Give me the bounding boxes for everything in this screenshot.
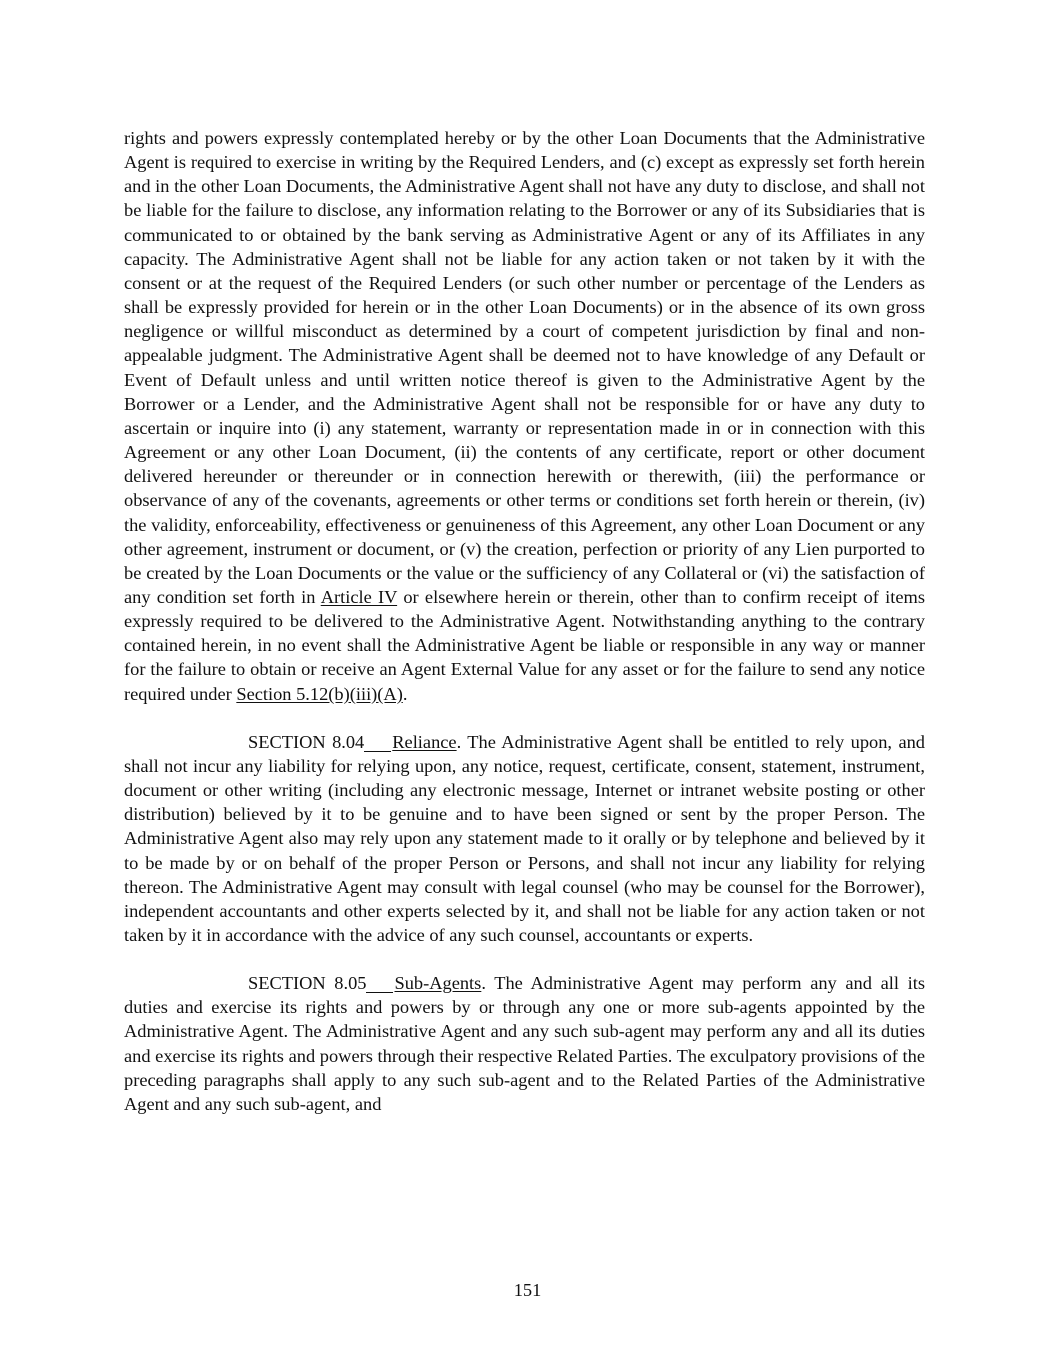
section-body: The Administrative Agent shall be entitled to rely upon, and shall not incur any liability for relying upon, any notice, request, certificate, consent, statement, instrument, document or other writing (including any electronic message, Internet or intranet website posting or other distribution) believed by it to be genuine and to have been signed or sent by the proper Person. The Administrative Agent also may rely upon any statement made to it orally or by telephone and believed by it to be made by or on behalf of the proper Person or Persons, and shall not incur any liability for relying thereon. The Administrative Agent may consult with legal counsel (who may be counsel for the Borrower), independent accountants and other experts selected by it, and shall not be liable for any action taken or not taken by it in accordance with the advice of any such counsel, accountants or experts.	[124, 731, 925, 945]
document-page	[124, 126, 925, 1116]
heading-period: .	[456, 731, 462, 752]
article-iv-reference: Article IV	[320, 586, 398, 607]
paragraph-text: .	[402, 683, 408, 704]
tab-leader	[364, 732, 391, 751]
section-number: SECTION 8.04	[248, 731, 365, 752]
paragraph-text: or elsewhere herein or therein, other than to confirm receipt of items expressly required to be delivered to the Administrative Agent. Notwithstanding anything to the contrary contained herein, in no event shall the Administrative Agent be liable or responsible in any way or manner for the failure to obtain or receive an Agent External Value for any asset or for the failure to send any notice required under	[124, 586, 925, 704]
section-8-04-paragraph	[124, 730, 925, 947]
tab-leader	[366, 974, 393, 993]
section-5-12-reference: Section 5.12(b)(iii)(A)	[236, 683, 403, 704]
section-8-05-paragraph	[124, 971, 925, 1116]
paragraph-text: rights and powers expressly contemplated hereby or by the other Loan Documents that the Administrative Agent is required to exercise in writing by the Required Lenders, and (c) except as expressly set forth herein and in the other Loan Documents, the Administrative Agent shall not have any duty to disclose, and shall not be liable for the failure to disclose, any information relating to the Borrower or any of its Subsidiaries that is communicated to or obtained by the bank serving as Administrative Agent or any of its Affiliates in any capacity. The Administrative Agent shall not be liable for any action taken or not taken by it with the consent or at the request of the Required Lenders (or such other number or percentage of the Lenders as shall be expressly provided for herein or in the other Loan Documents) or in the absence of its own gross negligence or willful misconduct as determined by a court of competent jurisdiction by final and non-appealable judgment. The Administrative Agent shall be deemed not to have knowledge of any Default or Event of Default unless and until written notice thereof is given to the Administrative Agent by the Borrower or a Lender, and the Administrative Agent shall not be responsible for or have any duty to ascertain or inquire into (i) any statement, warranty or representation made in or in connection with this Agreement or any other Loan Document, (ii) the contents of any certificate, report or other document delivered hereunder or thereunder or in connection herewith or therewith, (iii) the performance or observance of any of the covenants, agreements or other terms or conditions set forth herein or therein, (iv) the validity, enforceability, effectiveness or genuineness of this Agreement, any other Loan Document or any other agreement, instrument or document, or (v) the creation, perfection or priority of any Lien purported to be created by the Loan Documents or the value or the sufficiency of any Collateral or (vi) the satisfaction of any condition set forth in	[124, 128, 925, 607]
section-body: The Administrative Agent may perform any and all its duties and exercise its rights and powers by or through any one or more sub-agents appointed by the Administrative Agent. The Administrative Agent and any such sub-agent may perform any and all its duties and exercise its rights and powers through their respective Related Parties. The exculpatory provisions of the preceding paragraphs shall apply to any such sub-agent and to the Related Parties of the Administrative Agent and any such sub-agent, and	[124, 973, 925, 1114]
continuation-paragraph	[124, 126, 925, 706]
section-heading: Reliance	[392, 731, 457, 752]
section-heading: Sub-Agents	[394, 973, 482, 994]
section-number: SECTION 8.05	[248, 973, 367, 994]
page-number: 151	[513, 1280, 542, 1300]
heading-period: .	[481, 973, 486, 994]
